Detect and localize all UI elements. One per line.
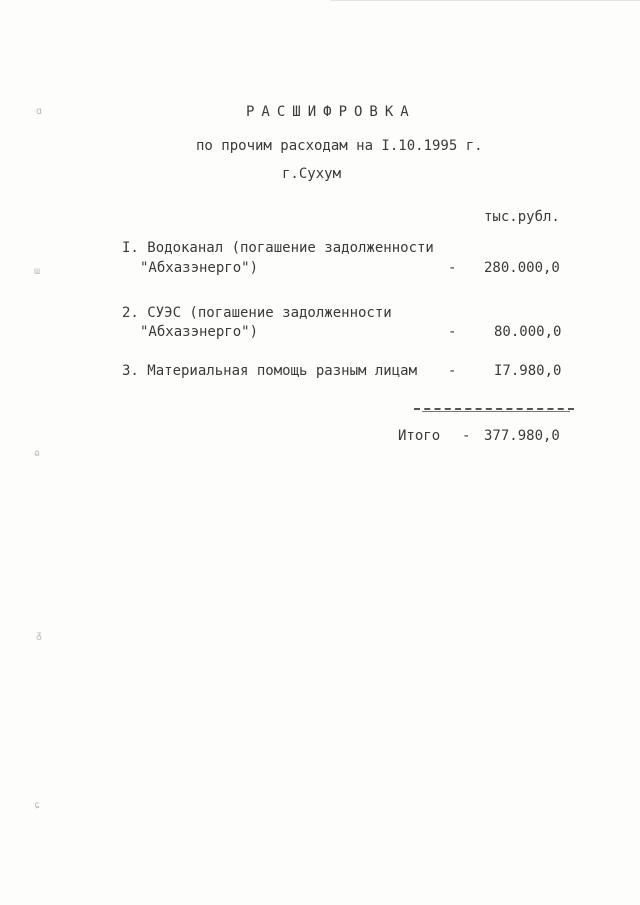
total-amount: 377.980,0 bbox=[484, 428, 560, 444]
item-1-line1: I. Водоканал (погашение задолженности bbox=[122, 240, 434, 256]
item-1-amount: 280.000,0 bbox=[484, 260, 560, 276]
scan-edge bbox=[330, 0, 640, 1]
city-label: г.Сухум bbox=[282, 166, 342, 182]
item-3-dash: - bbox=[448, 363, 457, 379]
item-2-amount: 80.000,0 bbox=[494, 324, 562, 340]
scan-mark-icon: ɕ bbox=[34, 800, 41, 811]
item-1-dash: - bbox=[448, 260, 457, 276]
total-separator-underline bbox=[422, 411, 570, 412]
scan-mark-icon: ᵹ bbox=[36, 630, 43, 641]
total-dash: - bbox=[462, 428, 471, 444]
unit-label: тыс.рубл. bbox=[484, 209, 560, 225]
scan-mark-icon: ɷ bbox=[34, 448, 41, 459]
item-2-dash: - bbox=[448, 324, 457, 340]
item-1-line2: "Абхазэнерго") bbox=[140, 260, 259, 276]
scan-mark-icon: ɑ bbox=[36, 106, 43, 117]
document-subtitle: по прочим расходам на I.10.1995 г. bbox=[196, 138, 483, 154]
item-3-line1: 3. Материальная помощь разным лицам bbox=[122, 363, 418, 379]
document-title: РАСШИФРОВКА bbox=[246, 104, 416, 120]
total-separator bbox=[414, 408, 574, 410]
item-3-amount: I7.980,0 bbox=[494, 363, 562, 379]
item-2-line2: "Абхазэнерго") bbox=[140, 324, 259, 340]
total-label: Итого bbox=[398, 428, 441, 444]
item-2-line1: 2. СУЭС (погашение задолженности bbox=[122, 305, 392, 321]
scan-mark-icon: ɯ bbox=[34, 266, 41, 277]
